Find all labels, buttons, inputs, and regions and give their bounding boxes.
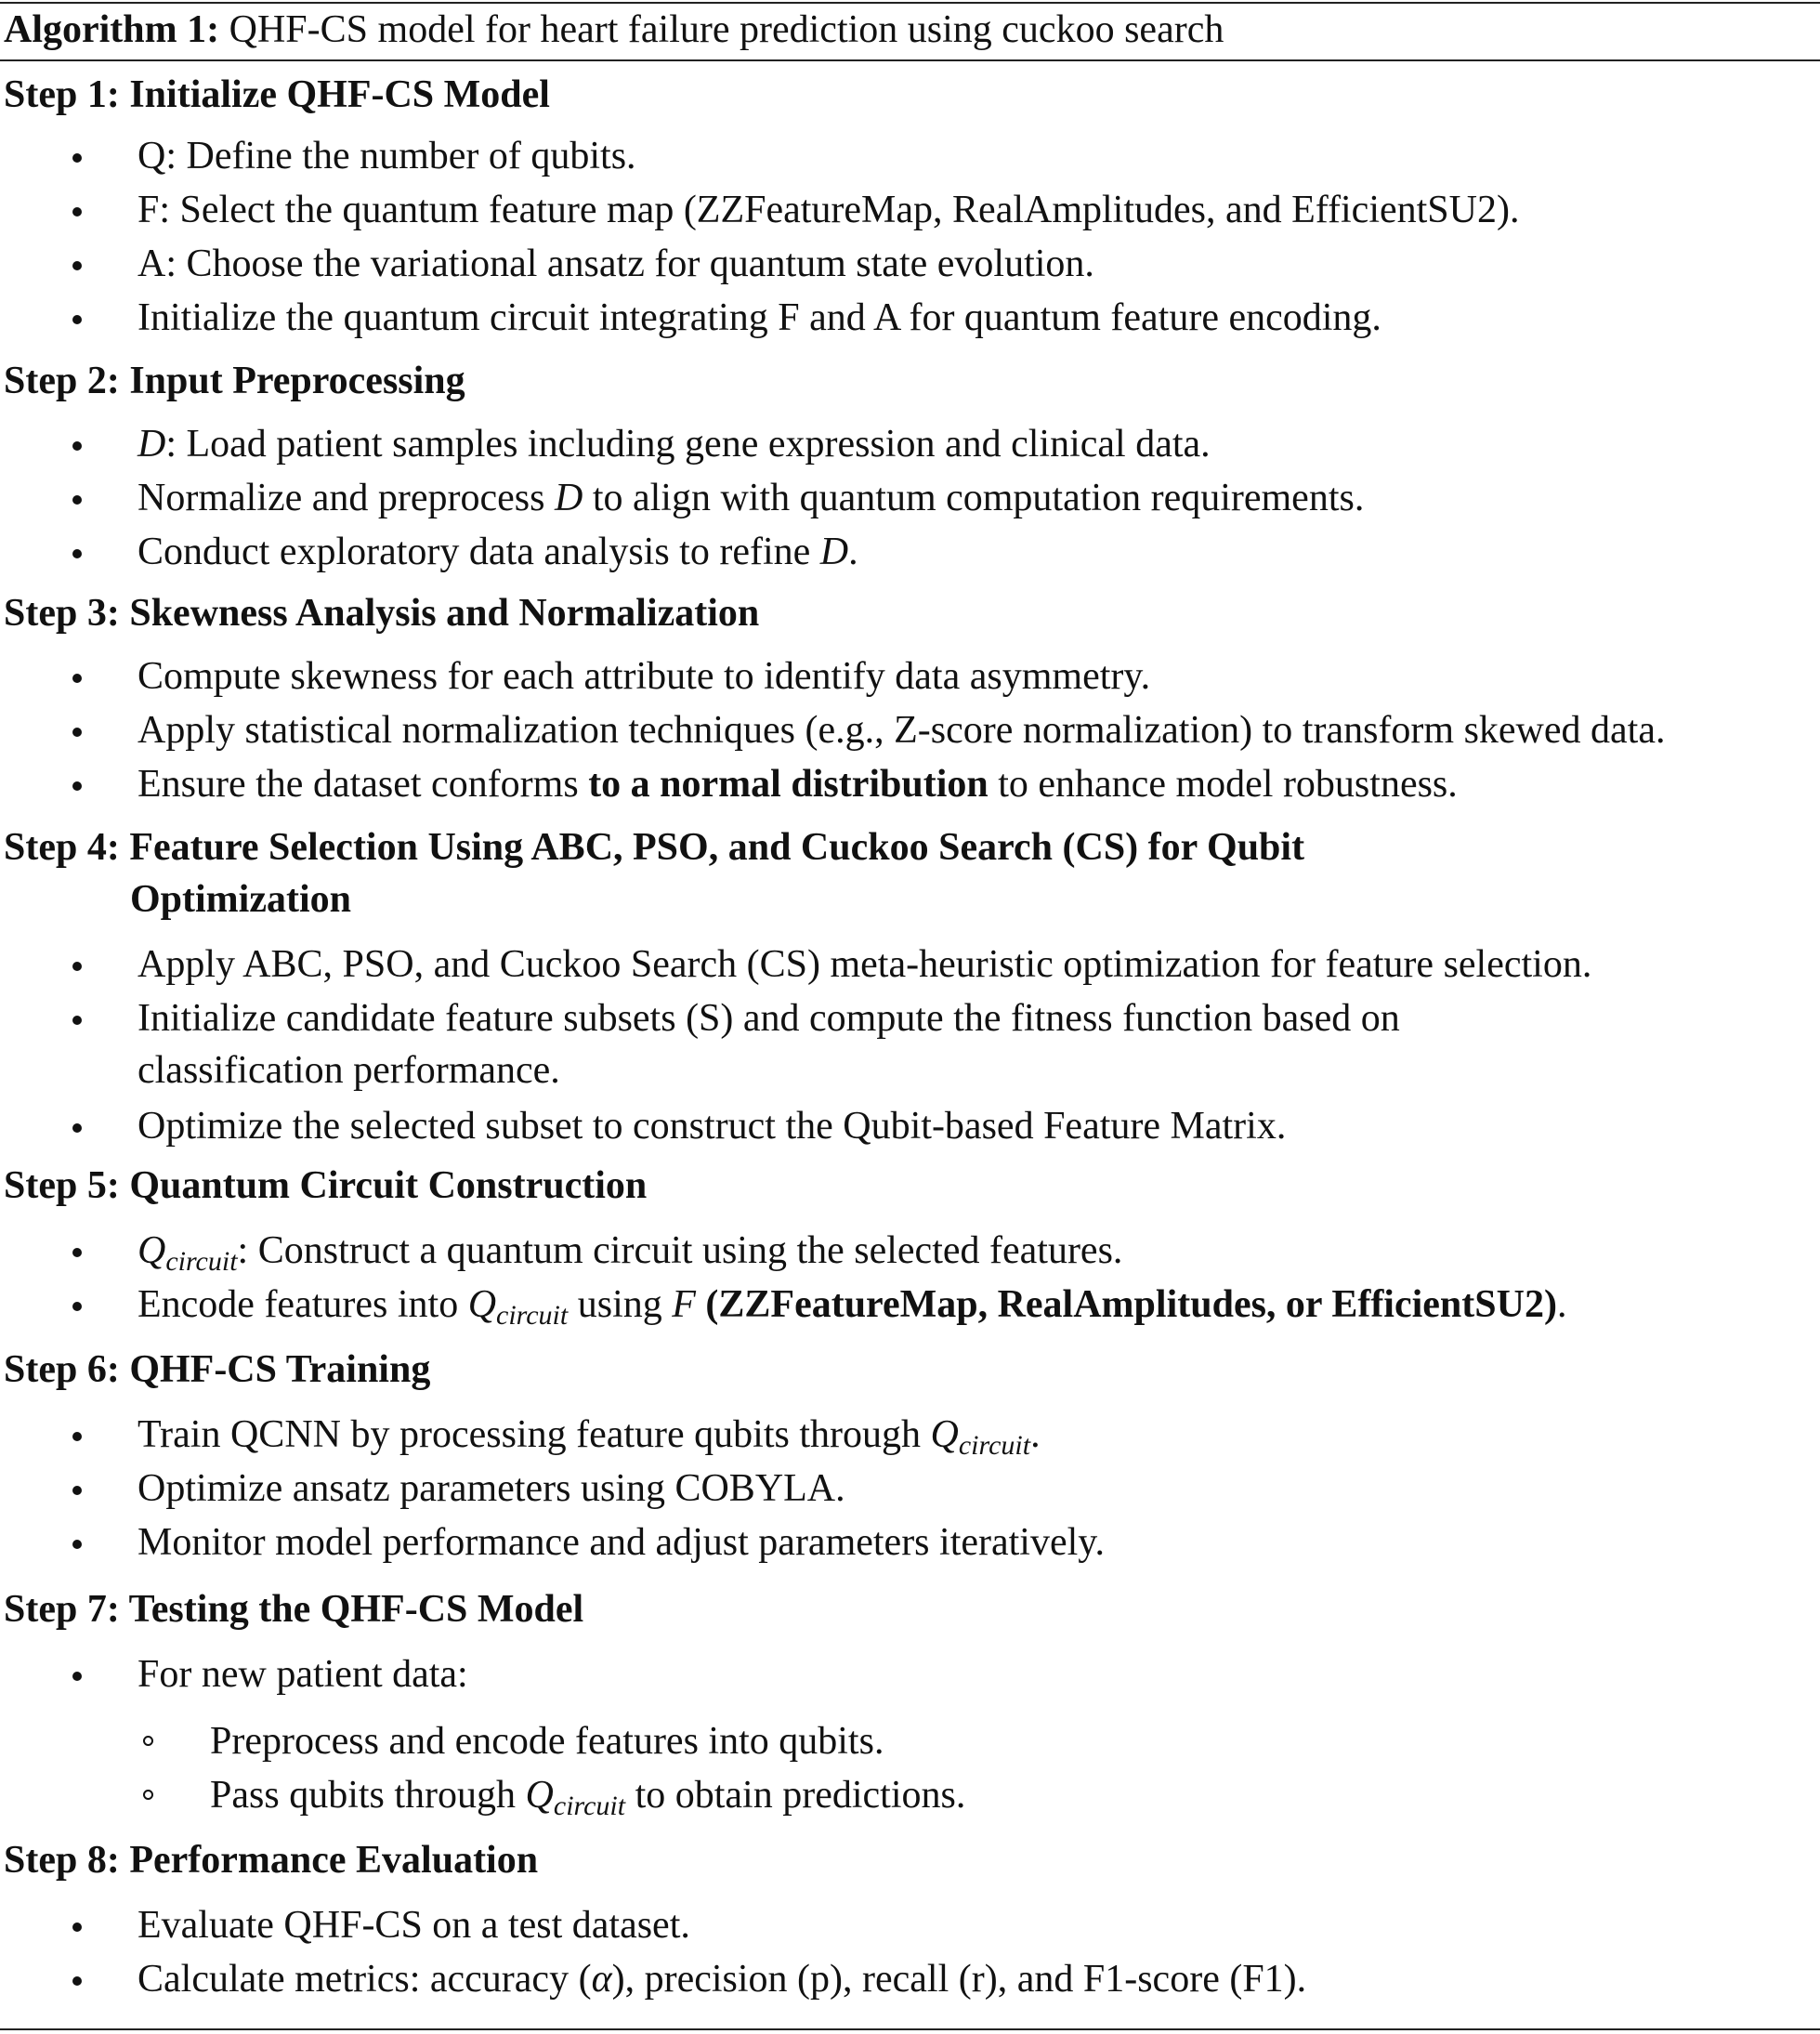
caption-rule	[0, 59, 1820, 61]
item-line-2: classification performance.	[137, 1049, 560, 1092]
step-1-heading: Step 1: Initialize QHF-CS Model	[4, 73, 550, 116]
top-rule	[0, 2, 1820, 4]
step-3-item-1: Compute skewness for each attribute to identify data asymmetry.	[137, 650, 1150, 702]
bold-phrase: to a normal distribution	[588, 763, 989, 806]
step-2-heading: Step 2: Input Preprocessing	[4, 360, 465, 402]
step-6-item-2: Optimize ansatz parameters using COBYLA.	[137, 1463, 845, 1515]
item-line-1: Initialize candidate feature subsets (S) and compute the fitness function based on	[137, 997, 1400, 1040]
item-text: to obtain predictions.	[625, 1774, 966, 1817]
step-4-heading-line1: Step 4: Feature Selection Using ABC, PSO, and Cuckoo Search (CS) for Qubit	[4, 826, 1305, 869]
q-circuit-symbol: Q	[467, 1283, 497, 1326]
bottom-rule	[0, 2028, 1820, 2030]
q-circuit-subscript: circuit	[553, 1791, 626, 1821]
q-circuit-subscript: circuit	[165, 1246, 238, 1277]
algorithm-label: Algorithm 1:	[4, 8, 220, 51]
algorithm-caption	[4, 6, 1224, 54]
step-7-subitem-1: Preprocess and encode features into qubits.	[210, 1715, 884, 1767]
variable-d: D	[137, 423, 166, 466]
step-5-item-2	[137, 1279, 1566, 1342]
item-text: ), precision (p), recall (r), and F1-score (F1).	[611, 1958, 1307, 2001]
bold-phrase: (ZZFeatureMap, RealAmplitudes, or EfficientSU2)	[695, 1283, 1557, 1326]
step-2-item-2	[137, 472, 1364, 524]
step-4-item-3: Optimize the selected subset to construct the Qubit-based Feature Matrix.	[137, 1100, 1286, 1152]
step-2-item-3	[137, 526, 858, 578]
item-text: .	[1030, 1413, 1041, 1456]
item-text: to align with quantum computation requirements.	[583, 477, 1365, 519]
variable-d: D	[819, 531, 849, 573]
step-2-item-1	[137, 418, 1211, 470]
q-circuit-symbol: Q	[525, 1774, 554, 1817]
item-text: Conduct exploratory data analysis to refine	[137, 531, 820, 573]
step-8-heading: Step 8: Performance Evaluation	[4, 1839, 539, 1882]
step-1-item-1: Q: Define the number of qubits.	[137, 130, 636, 182]
item-text: Calculate metrics: accuracy (	[137, 1958, 592, 2001]
item-text: Encode features into	[137, 1283, 468, 1326]
step-6-heading: Step 6: QHF-CS Training	[4, 1348, 431, 1391]
step-3-heading: Step 3: Skewness Analysis and Normalization	[4, 592, 760, 635]
step-6-item-3: Monitor model performance and adjust parameters iteratively.	[137, 1516, 1105, 1568]
item-text: Normalize and preprocess	[137, 477, 555, 519]
step-7-item-1: For new patient data:	[137, 1648, 468, 1700]
item-text: Pass qubits through	[210, 1774, 526, 1817]
item-text: Ensure the dataset conforms	[137, 763, 589, 806]
alpha-symbol: α	[591, 1958, 612, 2001]
item-text: to enhance model robustness.	[988, 763, 1458, 806]
item-text: .	[848, 531, 858, 573]
step-7-subitem-2	[210, 1769, 965, 1832]
q-circuit-symbol: Q	[137, 1229, 166, 1272]
step-4-heading	[4, 821, 1304, 925]
step-8-item-2	[137, 1953, 1306, 2005]
step-4-heading-line2: Optimization	[130, 878, 351, 921]
q-circuit-subscript: circuit	[958, 1430, 1031, 1461]
q-circuit-subscript: circuit	[496, 1300, 569, 1331]
item-text: : Construct a quantum circuit using the selected features.	[237, 1229, 1123, 1272]
item-text: .	[1556, 1283, 1567, 1326]
q-circuit-symbol: Q	[930, 1413, 959, 1456]
variable-f: F	[672, 1283, 696, 1326]
step-1-item-4: Initialize the quantum circuit integrating F and A for quantum feature encoding.	[137, 292, 1381, 344]
item-text: Train QCNN by processing feature qubits through	[137, 1413, 931, 1456]
step-1-item-2: F: Select the quantum feature map (ZZFeatureMap, RealAmplitudes, and EfficientSU2).	[137, 184, 1519, 236]
step-4-item-1: Apply ABC, PSO, and Cuckoo Search (CS) meta-heuristic optimization for feature selection.	[137, 938, 1591, 991]
variable-d: D	[554, 477, 583, 519]
step-5-heading: Step 5: Quantum Circuit Construction	[4, 1164, 648, 1207]
step-4-item-2	[137, 992, 1400, 1096]
step-7-heading: Step 7: Testing the QHF-CS Model	[4, 1588, 584, 1631]
step-3-item-3	[137, 758, 1458, 810]
item-text: : Load patient samples including gene expression and clinical data.	[165, 423, 1211, 466]
item-text: using	[568, 1283, 673, 1326]
step-8-item-1: Evaluate QHF-CS on a test dataset.	[137, 1899, 690, 1951]
step-3-item-2: Apply statistical normalization techniques (e.g., Z-score normalization) to transform skewed data.	[137, 704, 1665, 756]
step-1-item-3: A: Choose the variational ansatz for quantum state evolution.	[137, 238, 1094, 290]
algorithm-title: QHF-CS model for heart failure prediction using cuckoo search	[229, 8, 1224, 51]
